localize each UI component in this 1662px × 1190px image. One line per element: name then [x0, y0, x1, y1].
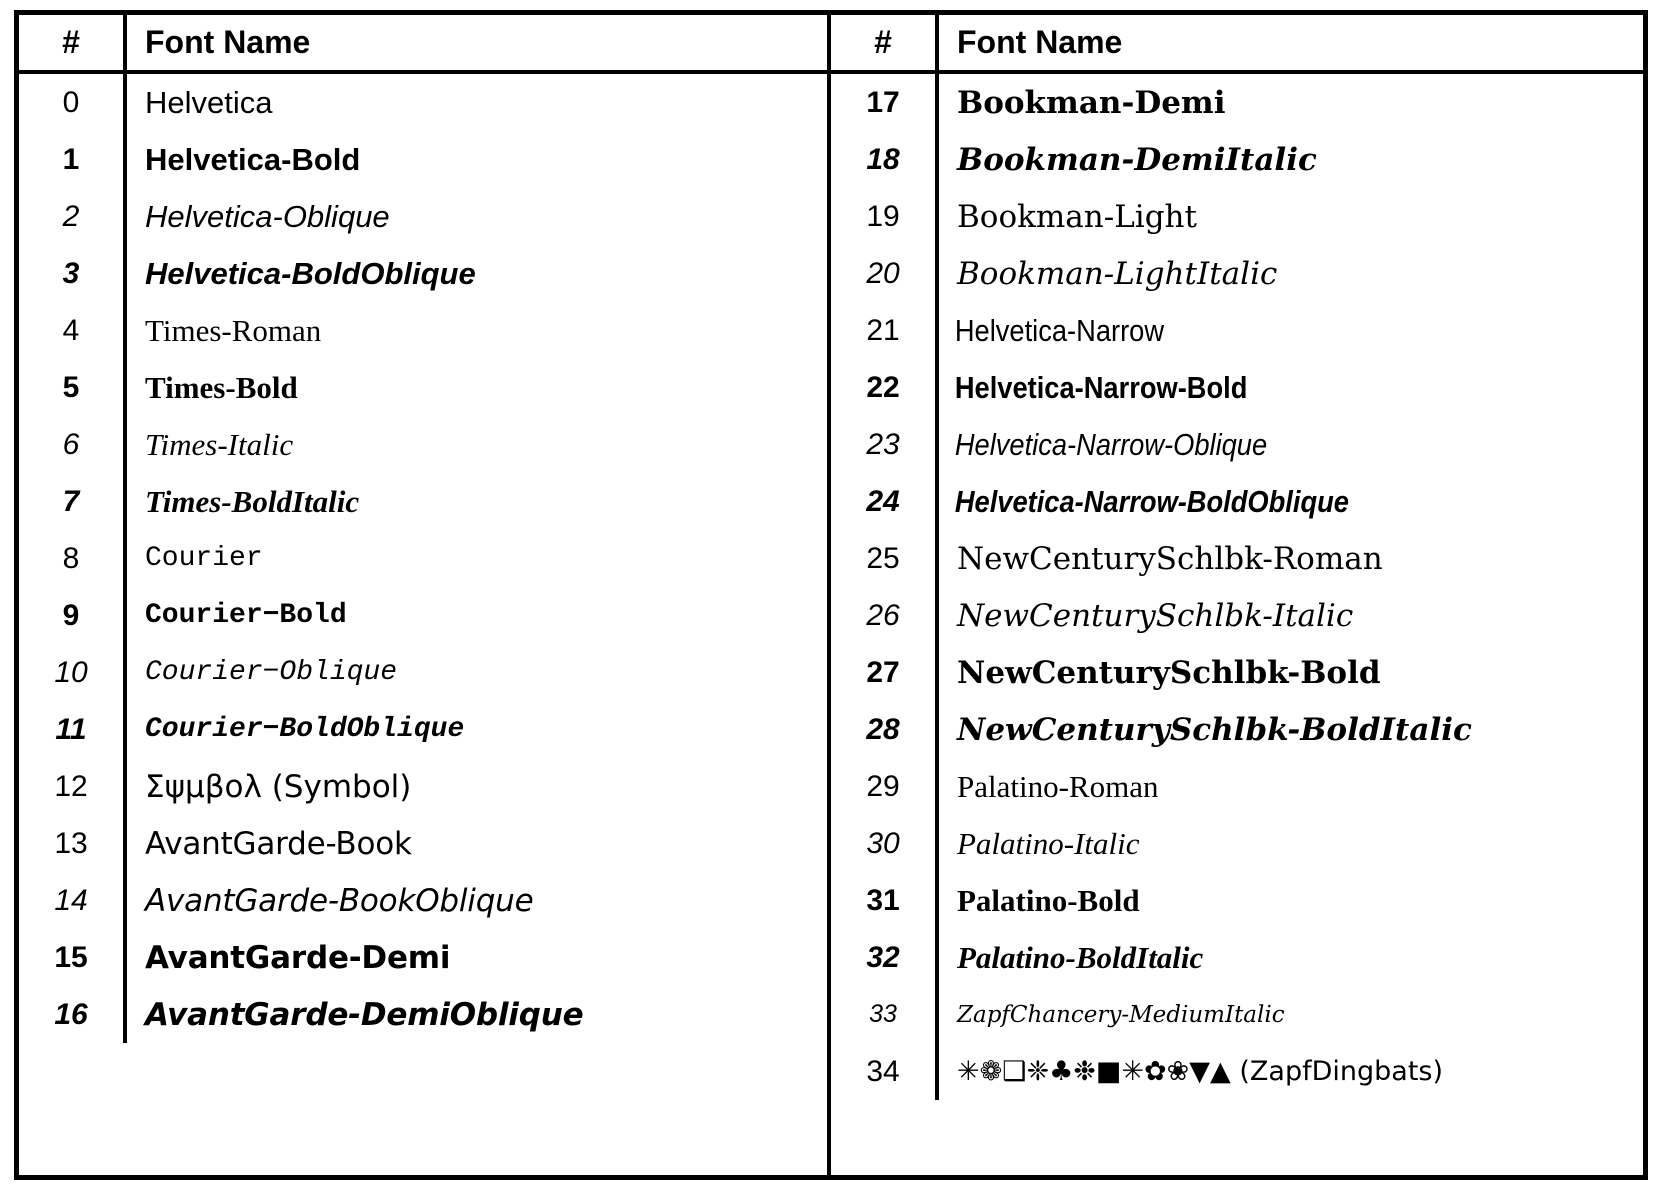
- font-name-cell: Courier−Oblique: [145, 657, 398, 688]
- font-name-cell: NewCenturySchlbk-BoldItalic: [957, 711, 1472, 748]
- table-body-right: [831, 74, 1643, 1100]
- table-row: [831, 758, 1643, 815]
- font-index-cell: 11: [19, 701, 127, 758]
- table-row: [831, 986, 1643, 1043]
- table-row: [831, 872, 1643, 929]
- font-index-cell: 13: [19, 815, 127, 872]
- table-row: [19, 929, 827, 986]
- font-name-cell: NewCenturySchlbk-Bold: [957, 654, 1381, 691]
- font-index-cell: 27: [831, 644, 939, 701]
- table-row: [831, 74, 1643, 131]
- font-name-cell: Palatino-Bold: [957, 882, 1140, 918]
- font-name-cell: Palatino-Italic: [957, 825, 1140, 861]
- font-index-cell: 20: [831, 245, 939, 302]
- font-index-cell: 34: [831, 1043, 939, 1100]
- font-name-cell: AvantGarde-Book: [145, 825, 412, 862]
- table-row: [19, 302, 827, 359]
- font-index-cell: 25: [831, 530, 939, 587]
- font-index-cell: 30: [831, 815, 939, 872]
- font-name-cell: Helvetica-Bold: [145, 141, 361, 177]
- table-row: [831, 245, 1643, 302]
- font-index-cell: 24: [831, 473, 939, 530]
- font-index-cell: 22: [831, 359, 939, 416]
- font-name-cell: Bookman-Light: [957, 198, 1197, 235]
- font-index-cell: 21: [831, 302, 939, 359]
- font-name-cell: Bookman-LightItalic: [957, 255, 1278, 292]
- table-row: [19, 131, 827, 188]
- font-index-cell: 16: [19, 986, 127, 1043]
- font-name-cell: Helvetica-Narrow-BoldOblique: [954, 483, 1349, 519]
- font-name-cell: Palatino-Roman: [957, 768, 1159, 804]
- font-name-cell: AvantGarde-BookOblique: [145, 882, 534, 919]
- font-index-cell: 1: [19, 131, 127, 188]
- table-row: [19, 758, 827, 815]
- table-row: [19, 530, 827, 587]
- font-table-right-column: [831, 15, 1643, 1175]
- font-index-cell: 15: [19, 929, 127, 986]
- table-row: [831, 815, 1643, 872]
- font-name-cell: NewCenturySchlbk-Italic: [957, 597, 1354, 634]
- font-name-cell: Times-Roman: [145, 312, 322, 348]
- table-row: [831, 359, 1643, 416]
- font-name-cell: Courier−BoldOblique: [145, 714, 465, 745]
- font-index-cell: 8: [19, 530, 127, 587]
- font-name-cell: Palatino-BoldItalic: [957, 939, 1204, 975]
- font-index-cell: 7: [19, 473, 127, 530]
- table-right-filler: [831, 1100, 1643, 1175]
- font-index-cell: 19: [831, 188, 939, 245]
- font-name-cell: Helvetica-Narrow: [954, 312, 1165, 348]
- table-row: [19, 986, 827, 1043]
- font-name-cell: Bookman-Demi: [957, 84, 1226, 121]
- table-row: [831, 416, 1643, 473]
- font-name-cell: Times-Bold: [145, 369, 298, 405]
- font-name-cell: Helvetica-Narrow-Oblique: [954, 426, 1268, 462]
- table-row: [19, 359, 827, 416]
- font-name-cell: Bookman-DemiItalic: [957, 141, 1317, 178]
- font-index-cell: 18: [831, 131, 939, 188]
- column-header-font-name: Font Name: [957, 24, 1123, 60]
- table-row: [831, 188, 1643, 245]
- table-header-right: [831, 15, 1643, 74]
- font-index-cell: 33: [831, 986, 939, 1043]
- table-body-left: [19, 74, 827, 1043]
- table-header-left: [19, 15, 827, 74]
- font-table: [14, 10, 1648, 1180]
- font-index-cell: 5: [19, 359, 127, 416]
- font-name-cell: Times-Italic: [145, 426, 294, 462]
- font-name-cell: Courier−Bold: [145, 600, 347, 631]
- font-index-cell: 28: [831, 701, 939, 758]
- font-index-cell: 9: [19, 587, 127, 644]
- font-index-cell: 3: [19, 245, 127, 302]
- font-index-cell: 10: [19, 644, 127, 701]
- font-name-cell: Σψμβολ (Symbol): [145, 768, 412, 805]
- table-row: [19, 872, 827, 929]
- table-row: [19, 188, 827, 245]
- font-name-cell: ✳❁❑❈♣❉■✳✿❀▼▲ (ZapfDingbats): [957, 1056, 1444, 1087]
- table-row: [831, 530, 1643, 587]
- font-index-cell: 32: [831, 929, 939, 986]
- font-index-cell: 14: [19, 872, 127, 929]
- column-header-font-name: Font Name: [145, 24, 311, 60]
- table-row: [831, 1043, 1643, 1100]
- font-name-cell: NewCenturySchlbk-Roman: [957, 540, 1383, 577]
- table-row: [19, 74, 827, 131]
- font-table-left-column: [19, 15, 831, 1175]
- font-index-cell: 31: [831, 872, 939, 929]
- column-header-number: #: [831, 15, 939, 70]
- font-index-cell: 12: [19, 758, 127, 815]
- font-name-cell: Helvetica-Narrow-Bold: [954, 369, 1248, 405]
- table-row: [19, 245, 827, 302]
- font-name-cell: Courier: [145, 543, 263, 574]
- table-row: [831, 302, 1643, 359]
- column-header-number: #: [19, 15, 127, 70]
- font-index-cell: 29: [831, 758, 939, 815]
- font-name-cell: AvantGarde-Demi: [145, 939, 451, 976]
- table-row: [19, 701, 827, 758]
- font-index-cell: 17: [831, 74, 939, 131]
- table-row: [831, 587, 1643, 644]
- table-row: [831, 701, 1643, 758]
- font-index-cell: 6: [19, 416, 127, 473]
- font-index-cell: 23: [831, 416, 939, 473]
- font-index-cell: 26: [831, 587, 939, 644]
- table-row: [19, 473, 827, 530]
- font-name-cell: ZapfChancery-MediumItalic: [957, 1001, 1285, 1028]
- font-name-cell: Helvetica-BoldOblique: [145, 255, 476, 291]
- table-row: [19, 587, 827, 644]
- table-row: [19, 416, 827, 473]
- font-name-cell: Helvetica: [145, 84, 273, 120]
- font-index-cell: 4: [19, 302, 127, 359]
- font-name-cell: Times-BoldItalic: [145, 483, 360, 519]
- font-name-cell: Helvetica-Oblique: [145, 198, 390, 234]
- table-row: [831, 131, 1643, 188]
- table-row: [19, 644, 827, 701]
- table-row: [831, 473, 1643, 530]
- table-left-filler: [19, 1043, 827, 1175]
- table-row: [831, 644, 1643, 701]
- font-index-cell: 2: [19, 188, 127, 245]
- table-row: [19, 815, 827, 872]
- table-row: [831, 929, 1643, 986]
- font-index-cell: 0: [19, 74, 127, 131]
- font-name-cell: AvantGarde-DemiOblique: [145, 996, 584, 1033]
